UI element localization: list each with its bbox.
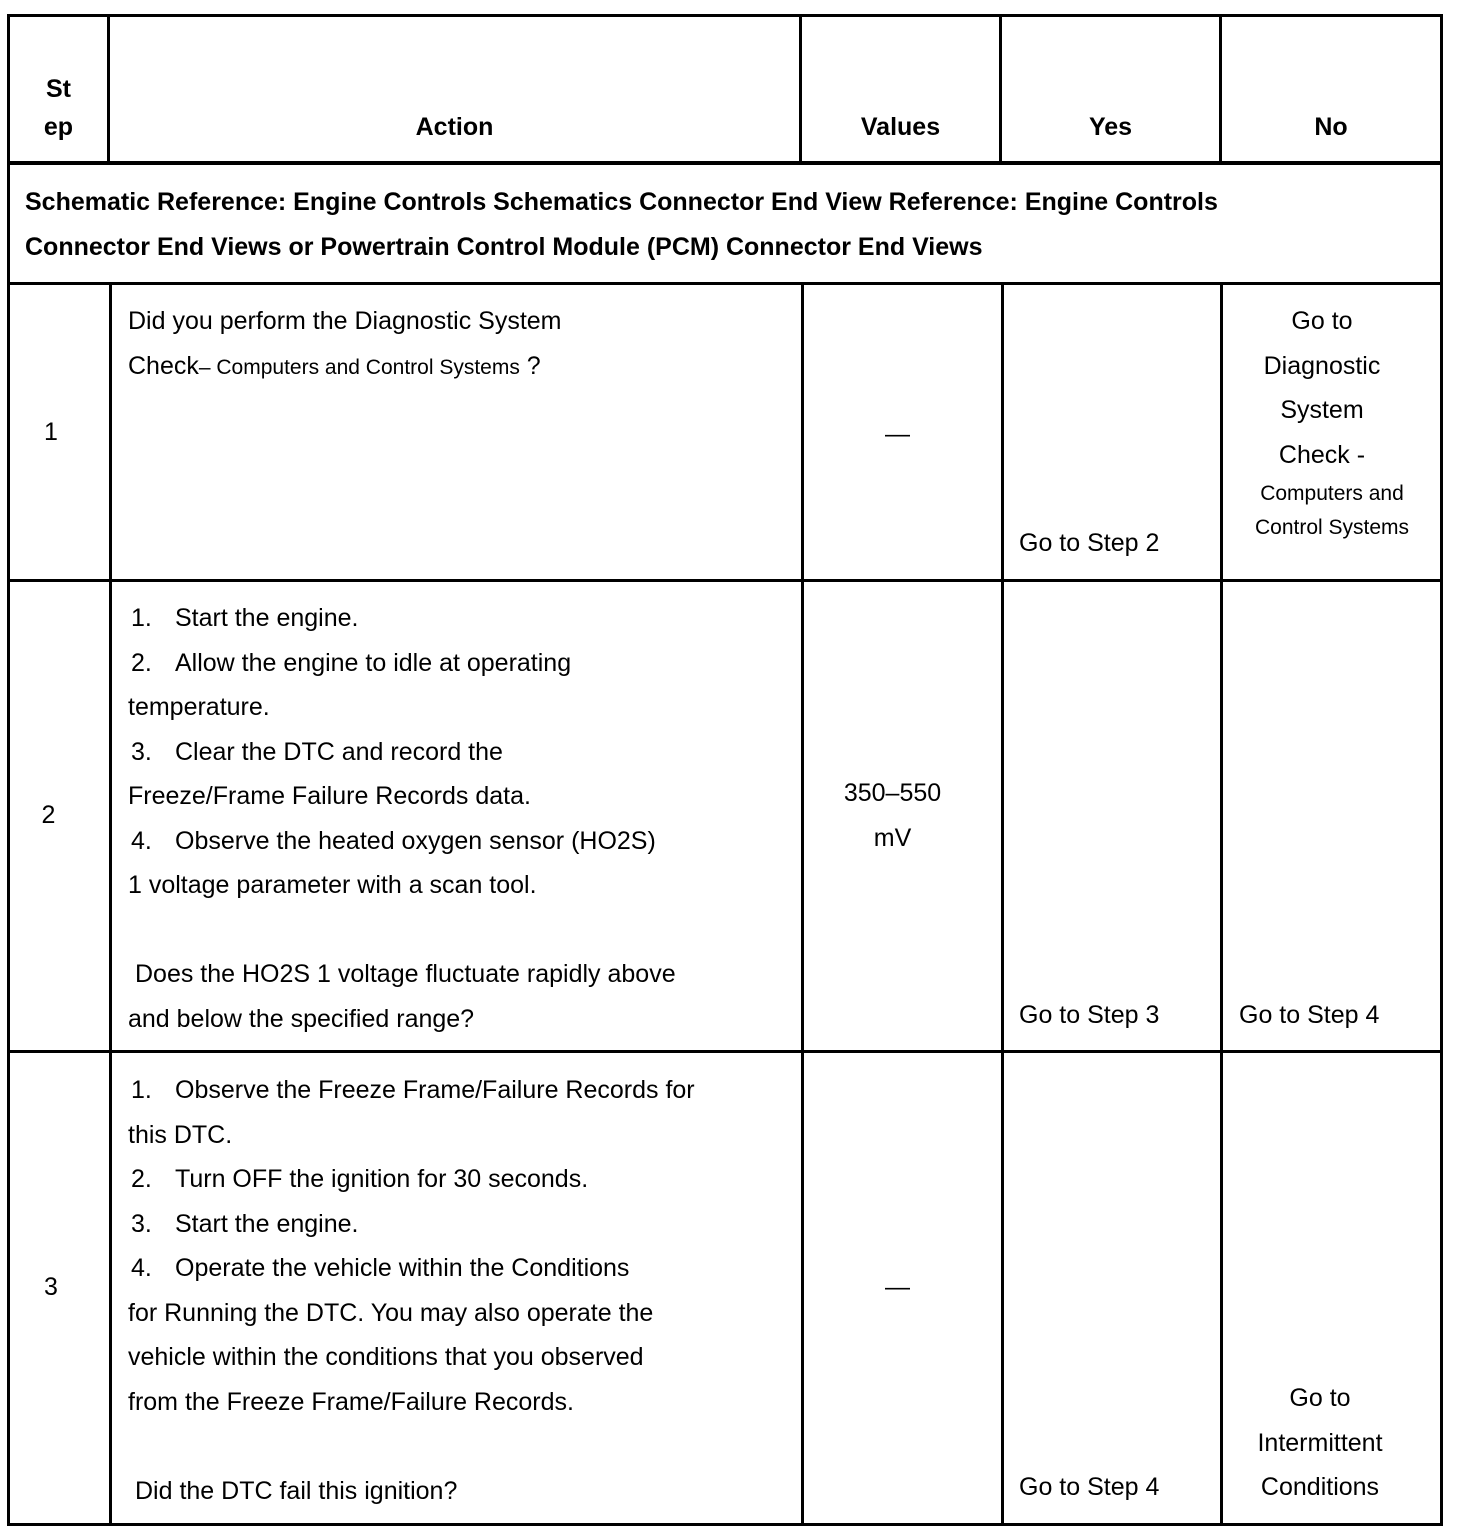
table-border-right [1440, 14, 1443, 1526]
yes-link[interactable]: Go to Step 3 [1019, 1001, 1160, 1029]
list-item: 4. Observe the heated oxygen sensor (HO2S) [131, 826, 656, 855]
value-cell: — [885, 420, 910, 448]
question-line: and below the specified range? [128, 1004, 475, 1033]
list-item: 1. Observe the Freeze Frame/Failure Records for [131, 1076, 695, 1104]
column-divider [109, 282, 112, 1526]
no-line: Go to [1291, 307, 1353, 335]
no-line: System [1280, 396, 1364, 424]
list-item: 3. Start the engine. [131, 1209, 359, 1238]
value-line: mV [873, 823, 912, 852]
action-cell [128, 299, 788, 390]
action-line: Did you perform the Diagnostic System [128, 307, 562, 335]
header-divider [7, 161, 1443, 165]
question-line: Does the HO2S 1 voltage fluctuate rapidly above [135, 960, 676, 988]
schematic-reference [25, 180, 1425, 270]
row-divider [7, 1050, 1443, 1053]
list-item: 4. Operate the vehicle within the Conditions [131, 1254, 630, 1282]
no-line: Go to [1289, 1384, 1351, 1412]
header-step [10, 70, 107, 146]
step-number: 3 [44, 1273, 58, 1301]
header-yes: Yes [1088, 113, 1133, 141]
header-values: Values [860, 113, 941, 141]
no-line: Conditions [1260, 1473, 1380, 1501]
yes-link[interactable]: Go to Step 2 [1019, 529, 1160, 557]
list-item-continuation: 1 voltage parameter with a scan tool. [128, 871, 537, 899]
reference-divider [7, 282, 1443, 285]
table-border-top [7, 14, 1443, 17]
yes-link[interactable]: Go to Step 4 [1019, 1473, 1160, 1501]
list-item: 3. Clear the DTC and record the [131, 737, 503, 766]
value-line: 350–550 [843, 779, 942, 807]
list-item: 2. Allow the engine to idle at operating [131, 648, 572, 677]
action-text: ? [526, 351, 541, 380]
action-cell [128, 596, 788, 1041]
list-item-continuation: for Running the DTC. You may also operate the [128, 1298, 654, 1327]
no-link[interactable]: Go to Step 4 [1239, 1001, 1380, 1029]
no-link[interactable] [1222, 299, 1422, 545]
header-step-line: ep [43, 113, 74, 141]
list-item-continuation: vehicle within the conditions that you observed [128, 1343, 644, 1371]
list-item: 2. Turn OFF the ignition for 30 seconds. [131, 1165, 589, 1193]
header-action: Action [415, 113, 494, 141]
action-text: Check [128, 351, 199, 380]
header-step-line: St [46, 75, 71, 103]
reference-line: Schematic Reference: Engine Controls Schematics Connector End View Reference: Engine Controls [25, 188, 1218, 216]
question-line: Did the DTC fail this ignition? [135, 1476, 458, 1505]
list-item-continuation: this DTC. [128, 1120, 233, 1149]
list-item-continuation: temperature. [128, 693, 270, 721]
table-border-bottom [7, 1523, 1443, 1526]
action-line [128, 344, 788, 391]
no-line: Diagnostic [1263, 351, 1381, 380]
no-line: Check - [1278, 440, 1366, 469]
list-item-continuation: Freeze/Frame Failure Records data. [128, 782, 531, 810]
no-link[interactable] [1222, 1376, 1418, 1510]
column-divider [1001, 282, 1004, 1526]
list-item-continuation: from the Freeze Frame/Failure Records. [128, 1387, 574, 1416]
column-divider [801, 282, 804, 1526]
action-link-text: – Computers and Control Systems [198, 355, 520, 379]
list-item: 1. Start the engine. [131, 604, 359, 632]
value-cell [796, 771, 989, 860]
reference-line: Connector End Views or Powertrain Control Module (PCM) Connector End Views [25, 233, 983, 261]
step-number: 1 [44, 418, 58, 446]
step-number: 2 [41, 801, 56, 829]
row-divider [7, 579, 1443, 582]
no-line: Computers and [1260, 482, 1404, 505]
no-line: Intermittent [1257, 1428, 1383, 1457]
no-line: Control Systems [1254, 516, 1410, 539]
header-no: No [1314, 113, 1348, 141]
action-cell [128, 1068, 788, 1513]
value-cell: — [885, 1273, 910, 1301]
